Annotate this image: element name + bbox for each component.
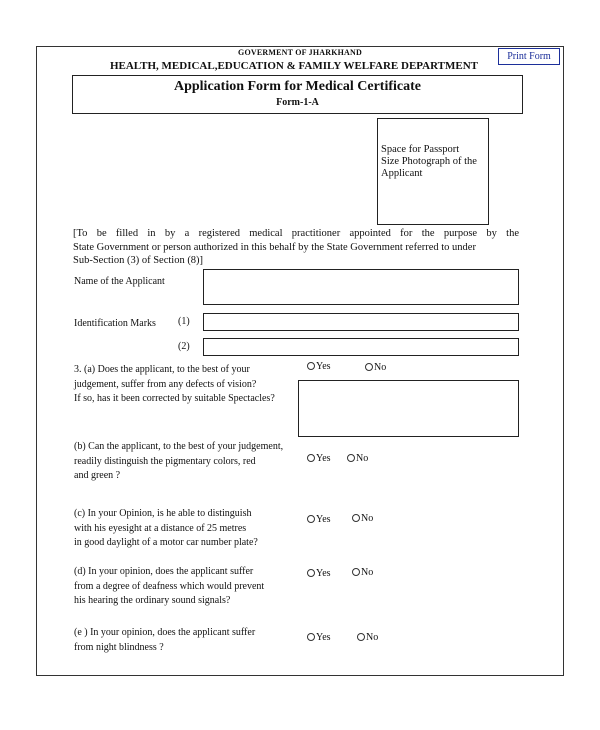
photo-text-line: Size Photograph of the (381, 156, 477, 167)
q3a-yes-option[interactable] (307, 361, 331, 372)
print-form-button[interactable]: Print Form (498, 48, 560, 65)
question-line: (c) In your Opinion, is he able to distinguish (74, 508, 252, 519)
q3b-yes-option[interactable] (307, 453, 331, 464)
id-mark-2-field[interactable] (203, 338, 519, 356)
instruction-line: State Government or person authorized in this behalf by the State Government referred to under (73, 241, 476, 253)
id-mark-1-number: (1) (178, 316, 190, 327)
option-label: Yes (316, 632, 331, 643)
question-3b (74, 440, 283, 484)
radio-icon[interactable] (307, 633, 315, 641)
q3c-yes-option[interactable] (307, 514, 331, 525)
photo-box (377, 118, 489, 225)
spectacles-details-field[interactable] (298, 380, 519, 437)
instructions (73, 227, 519, 268)
option-label: No (356, 453, 369, 464)
question-line: If so, has it been corrected by suitable Spectacles? (74, 393, 275, 404)
photo-text-line: Applicant (381, 168, 423, 179)
form-title: Application Form for Medical Certificate (173, 79, 421, 94)
option-label: No (366, 632, 379, 643)
q3c-no-option[interactable] (352, 513, 373, 524)
government-heading: GOVERMENT OF JHARKHAND (238, 48, 362, 57)
photo-text-line: Space for Passport (381, 144, 460, 155)
q3d-no-option[interactable] (352, 567, 373, 578)
radio-icon[interactable] (352, 514, 360, 522)
q3a-no-option[interactable] (365, 362, 386, 373)
instruction-line: [To be filled in by a registered medical practitioner appointed for the purpose by the (73, 228, 519, 239)
question-line: (e ) In your opinion, does the applicant suffer (74, 627, 256, 638)
radio-icon[interactable] (307, 454, 315, 462)
option-label: Yes (316, 568, 331, 579)
radio-icon[interactable] (307, 362, 315, 370)
radio-icon[interactable] (347, 454, 355, 462)
title-box (72, 75, 523, 114)
radio-icon[interactable] (365, 363, 373, 371)
question-line: readily distinguish the pigmentary colors, red (74, 455, 256, 467)
option-label: Yes (316, 453, 331, 464)
option-label: Yes (316, 514, 331, 525)
option-label: No (361, 513, 374, 524)
q3b-no-option[interactable] (347, 453, 368, 464)
question-line: from night blindness ? (74, 641, 164, 653)
q3d-yes-option[interactable] (307, 568, 331, 579)
question-line: with his eyesight at a distance of 25 metres (74, 522, 247, 534)
id-mark-2-number: (2) (178, 341, 190, 352)
option-label: No (361, 567, 374, 578)
question-3e (74, 626, 255, 655)
name-label: Name of the Applicant (74, 276, 165, 287)
question-line: (b) Can the applicant, to the best of your judgement, (74, 441, 284, 452)
option-label: Yes (316, 361, 331, 372)
form-number: Form-1-A (276, 97, 319, 108)
q3e-no-option[interactable] (357, 632, 378, 643)
question-line: judgement, suffer from any defects of vision? (74, 378, 257, 390)
radio-icon[interactable] (352, 568, 360, 576)
identification-marks-label: Identification Marks (74, 318, 156, 329)
radio-icon[interactable] (357, 633, 365, 641)
q3e-yes-option[interactable] (307, 632, 331, 643)
department-heading: HEALTH, MEDICAL,EDUCATION & FAMILY WELFARE DEPARTMENT (109, 60, 479, 72)
radio-icon[interactable] (307, 515, 315, 523)
question-3c (74, 507, 258, 551)
question-line: (d) In your opinion, does the applicant suffer (74, 566, 254, 577)
radio-icon[interactable] (307, 569, 315, 577)
question-line: his hearing the ordinary sound signals? (74, 595, 231, 606)
instruction-line: Sub-Section (3) of Section (8)] (73, 255, 204, 266)
id-mark-1-field[interactable] (203, 313, 519, 331)
question-line: in good daylight of a motor car number plate? (74, 537, 258, 548)
applicant-name-field[interactable] (203, 269, 519, 305)
question-line: from a degree of deafness which would prevent (74, 580, 265, 592)
question-3a (74, 363, 275, 407)
question-3d (74, 565, 264, 609)
question-line: and green ? (74, 470, 121, 481)
option-label: No (374, 362, 387, 373)
question-line: 3. (a) Does the applicant, to the best of your (74, 364, 250, 375)
